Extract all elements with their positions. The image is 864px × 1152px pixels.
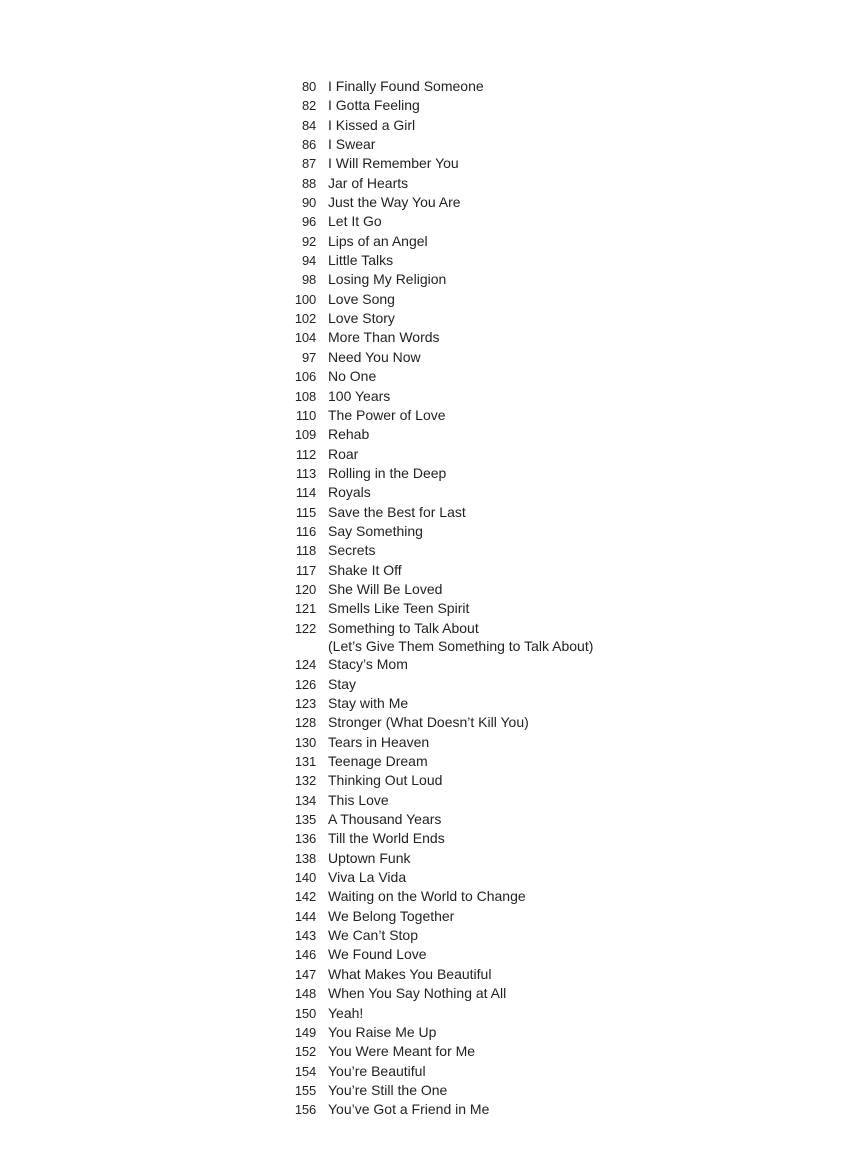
song-title: You’ve Got a Friend in Me [328,1101,490,1118]
song-title-block [328,483,756,501]
song-title: Roar [328,445,359,462]
song-title-block [328,116,756,134]
song-title: The Power of Love [328,406,446,423]
page-number: 109 [294,427,316,443]
song-title-block [328,1023,756,1041]
toc-entry [276,849,756,868]
toc-entry [276,1023,756,1042]
song-title: No One [328,368,377,385]
page-number: 100 [294,291,316,307]
page-number: 138 [294,850,316,866]
song-title-block [328,348,756,366]
page-number: 142 [294,889,316,905]
song-title: Save the Best for Last [328,503,466,520]
page-number: 144 [294,908,316,924]
toc-entry [276,406,756,425]
song-title-block [328,212,756,230]
song-title: Lips of an Angel [328,232,428,249]
song-title-block [328,154,756,172]
page-number: 124 [294,657,316,673]
toc-entry [276,387,756,406]
toc-entry [276,135,756,154]
toc-entry [276,868,756,887]
song-title-block [328,829,756,847]
song-title: You Raise Me Up [328,1023,437,1040]
toc-entry [276,561,756,580]
song-title: Uptown Funk [328,849,411,866]
page-number: 114 [295,485,316,501]
table-of-contents [276,77,756,1120]
song-title: Something to Talk About [328,619,479,636]
song-title: We Can’t Stop [328,927,419,944]
song-title-block [328,406,756,424]
page-number: 116 [295,523,316,539]
toc-entry [276,945,756,964]
toc-entry [276,580,756,599]
song-title-block [328,174,756,192]
page-number: 98 [301,272,316,288]
song-title: Stay [328,675,357,692]
page-number: 131 [294,754,316,770]
page-number: 149 [294,1024,316,1040]
page-number: 108 [294,388,316,404]
page-number: 136 [294,831,316,847]
song-title: I Finally Found Someone [328,78,484,94]
song-title-block [328,387,756,405]
song-title-block [328,1042,756,1060]
song-title: You Were Meant for Me [328,1043,476,1060]
song-title: Rolling in the Deep [328,464,447,481]
song-title-block [328,810,756,828]
song-title: Love Song [328,290,395,307]
page-number: 150 [294,1005,316,1021]
song-title-block [328,367,756,385]
toc-entry [276,713,756,732]
toc-entry [276,367,756,386]
song-title: Shake It Off [328,561,402,578]
song-title-block [328,984,756,1002]
toc-entry [276,752,756,771]
song-title-block [328,694,756,712]
toc-entry [276,810,756,829]
page-number: 134 [294,792,316,808]
song-title-block [328,771,756,789]
toc-entry [276,425,756,444]
page-number: 156 [294,1102,316,1118]
song-subtitle: (Let’s Give Them Something to Talk About) [328,637,594,654]
page-number: 117 [295,562,316,578]
song-title: Waiting on the World to Change [328,888,526,905]
page-number: 113 [295,465,316,481]
page-number: 82 [301,98,316,114]
toc-entry [276,1100,756,1119]
page-number: 140 [294,870,316,886]
song-title: Tears in Heaven [328,733,430,750]
toc-entry [276,251,756,270]
toc-entry [276,541,756,560]
song-title-block [328,309,756,327]
page-number: 128 [294,715,316,731]
song-title-block [328,445,756,463]
page-number: 97 [301,349,316,365]
toc-entry [276,309,756,328]
page-number: 126 [294,676,316,692]
toc-entry [276,733,756,752]
song-title-block [328,464,756,482]
page-number: 132 [294,773,316,789]
page-number: 86 [301,137,316,153]
toc-entry [276,907,756,926]
song-title-block [328,1004,756,1022]
song-title: Need You Now [328,348,421,365]
song-title: Viva La Vida [328,869,407,886]
song-title-block [328,328,756,346]
song-title-block [328,503,756,521]
song-title-block [328,713,756,731]
song-title: I Will Remember You [328,155,459,172]
song-title-block [328,965,756,983]
song-title: Secrets [328,542,376,559]
page-number: 92 [301,233,316,249]
toc-entry [276,232,756,251]
page-number: 80 [301,79,316,94]
page-number: 121 [294,601,316,617]
song-title: Say Something [328,522,423,539]
song-title: Rehab [328,426,370,443]
toc-entry [276,655,756,674]
song-title: I Swear [328,136,376,153]
song-title-block [328,599,756,617]
song-title-block [328,907,756,925]
toc-entry [276,212,756,231]
toc-entry [276,887,756,906]
page-number: 84 [301,117,316,133]
song-title: You’re Still the One [328,1081,448,1098]
page-number: 143 [294,928,316,944]
song-title: More Than Words [328,329,440,346]
page-number: 112 [295,446,316,462]
page-number: 135 [294,812,316,828]
song-title: Till the World Ends [328,830,445,847]
song-title: A Thousand Years [328,811,442,828]
song-title: You’re Beautiful [328,1062,426,1079]
page-number: 104 [294,330,316,346]
toc-entry [276,984,756,1003]
toc-entry [276,965,756,984]
song-title-block [328,752,756,770]
song-title: What Makes You Beautiful [328,965,492,982]
song-title: Yeah! [328,1004,364,1021]
song-title-block [328,425,756,443]
toc-entry [276,328,756,347]
song-title-block [328,849,756,867]
toc-entry [276,926,756,945]
song-title-block [328,1100,756,1118]
page-number: 102 [294,311,316,327]
song-title-block [328,926,756,944]
page-number: 118 [295,543,316,559]
page-number: 110 [295,407,316,423]
toc-entry [276,193,756,212]
page-number: 94 [301,253,316,269]
song-title-block [328,655,756,673]
song-title: Royals [328,484,371,501]
song-title: Thinking Out Loud [328,772,443,789]
song-title: She Will Be Loved [328,580,443,597]
song-title-block [328,522,756,540]
toc-entry [276,483,756,502]
toc-entry [276,1081,756,1100]
song-title-block [328,675,756,693]
song-title: When You Say Nothing at All [328,985,507,1002]
toc-entry [276,619,756,656]
song-title-block [328,290,756,308]
page-number: 90 [301,195,316,211]
toc-entry [276,96,756,115]
song-title-block [328,619,756,656]
song-title-block [328,251,756,269]
page-number: 154 [294,1063,316,1079]
song-title: Losing My Religion [328,271,447,288]
page-number: 155 [294,1082,316,1098]
page-number: 146 [294,947,316,963]
song-title-block [328,96,756,114]
toc-entry [276,1004,756,1023]
song-title-block [328,541,756,559]
song-title: I Kissed a Girl [328,116,416,133]
toc-entry [276,599,756,618]
toc-entry [276,675,756,694]
song-title-block [328,791,756,809]
toc-entry [276,791,756,810]
song-title: We Found Love [328,946,427,963]
song-title-block [328,868,756,886]
toc-entry [276,270,756,289]
song-title: Jar of Hearts [328,174,409,191]
song-title-block [328,1081,756,1099]
song-title-block [328,733,756,751]
song-title-block [328,135,756,153]
toc-entry [276,464,756,483]
toc-entry [276,348,756,367]
toc-entry [276,1062,756,1081]
toc-entry [276,829,756,848]
toc-entry [276,445,756,464]
song-title: Little Talks [328,252,394,269]
song-title-block [328,580,756,598]
toc-entry [276,116,756,135]
page-number: 152 [294,1044,316,1060]
page-number: 148 [294,986,316,1002]
page-number: 123 [294,696,316,711]
song-title: Stronger (What Doesn’t Kill You) [328,714,529,731]
song-title: We Belong Together [328,907,455,924]
song-title: Love Story [328,310,395,327]
song-title-block [328,193,756,211]
page-number: 120 [294,581,316,597]
page-number: 115 [295,504,316,520]
song-title: Teenage Dream [328,753,428,770]
song-title: 100 Years [328,387,391,404]
song-title-block [328,77,756,95]
toc-entry [276,1042,756,1061]
page-number: 96 [301,214,316,230]
song-title: Stacy’s Mom [328,656,408,673]
song-title: Stay with Me [328,695,409,711]
toc-entry [276,290,756,309]
song-title: I Gotta Feeling [328,97,420,114]
song-title: Smells Like Teen Spirit [328,600,470,617]
song-title: This Love [328,791,389,808]
song-title-block [328,1062,756,1080]
song-title-block [328,561,756,579]
page-number: 122 [294,620,316,636]
toc-entry [276,77,756,96]
page-number: 87 [301,156,316,172]
toc-entry [276,694,756,713]
toc-entry [276,503,756,522]
toc-entry [276,522,756,541]
toc-entry [276,174,756,193]
page-number: 106 [294,369,316,385]
toc-entry [276,154,756,173]
toc-entry [276,771,756,790]
song-title-block [328,232,756,250]
song-title-block [328,887,756,905]
song-title-block [328,945,756,963]
page-number: 130 [294,734,316,750]
song-title: Let It Go [328,213,382,230]
song-title: Just the Way You Are [328,194,461,211]
page-number: 88 [301,175,316,191]
song-title-block [328,270,756,288]
page-number: 147 [294,966,316,982]
